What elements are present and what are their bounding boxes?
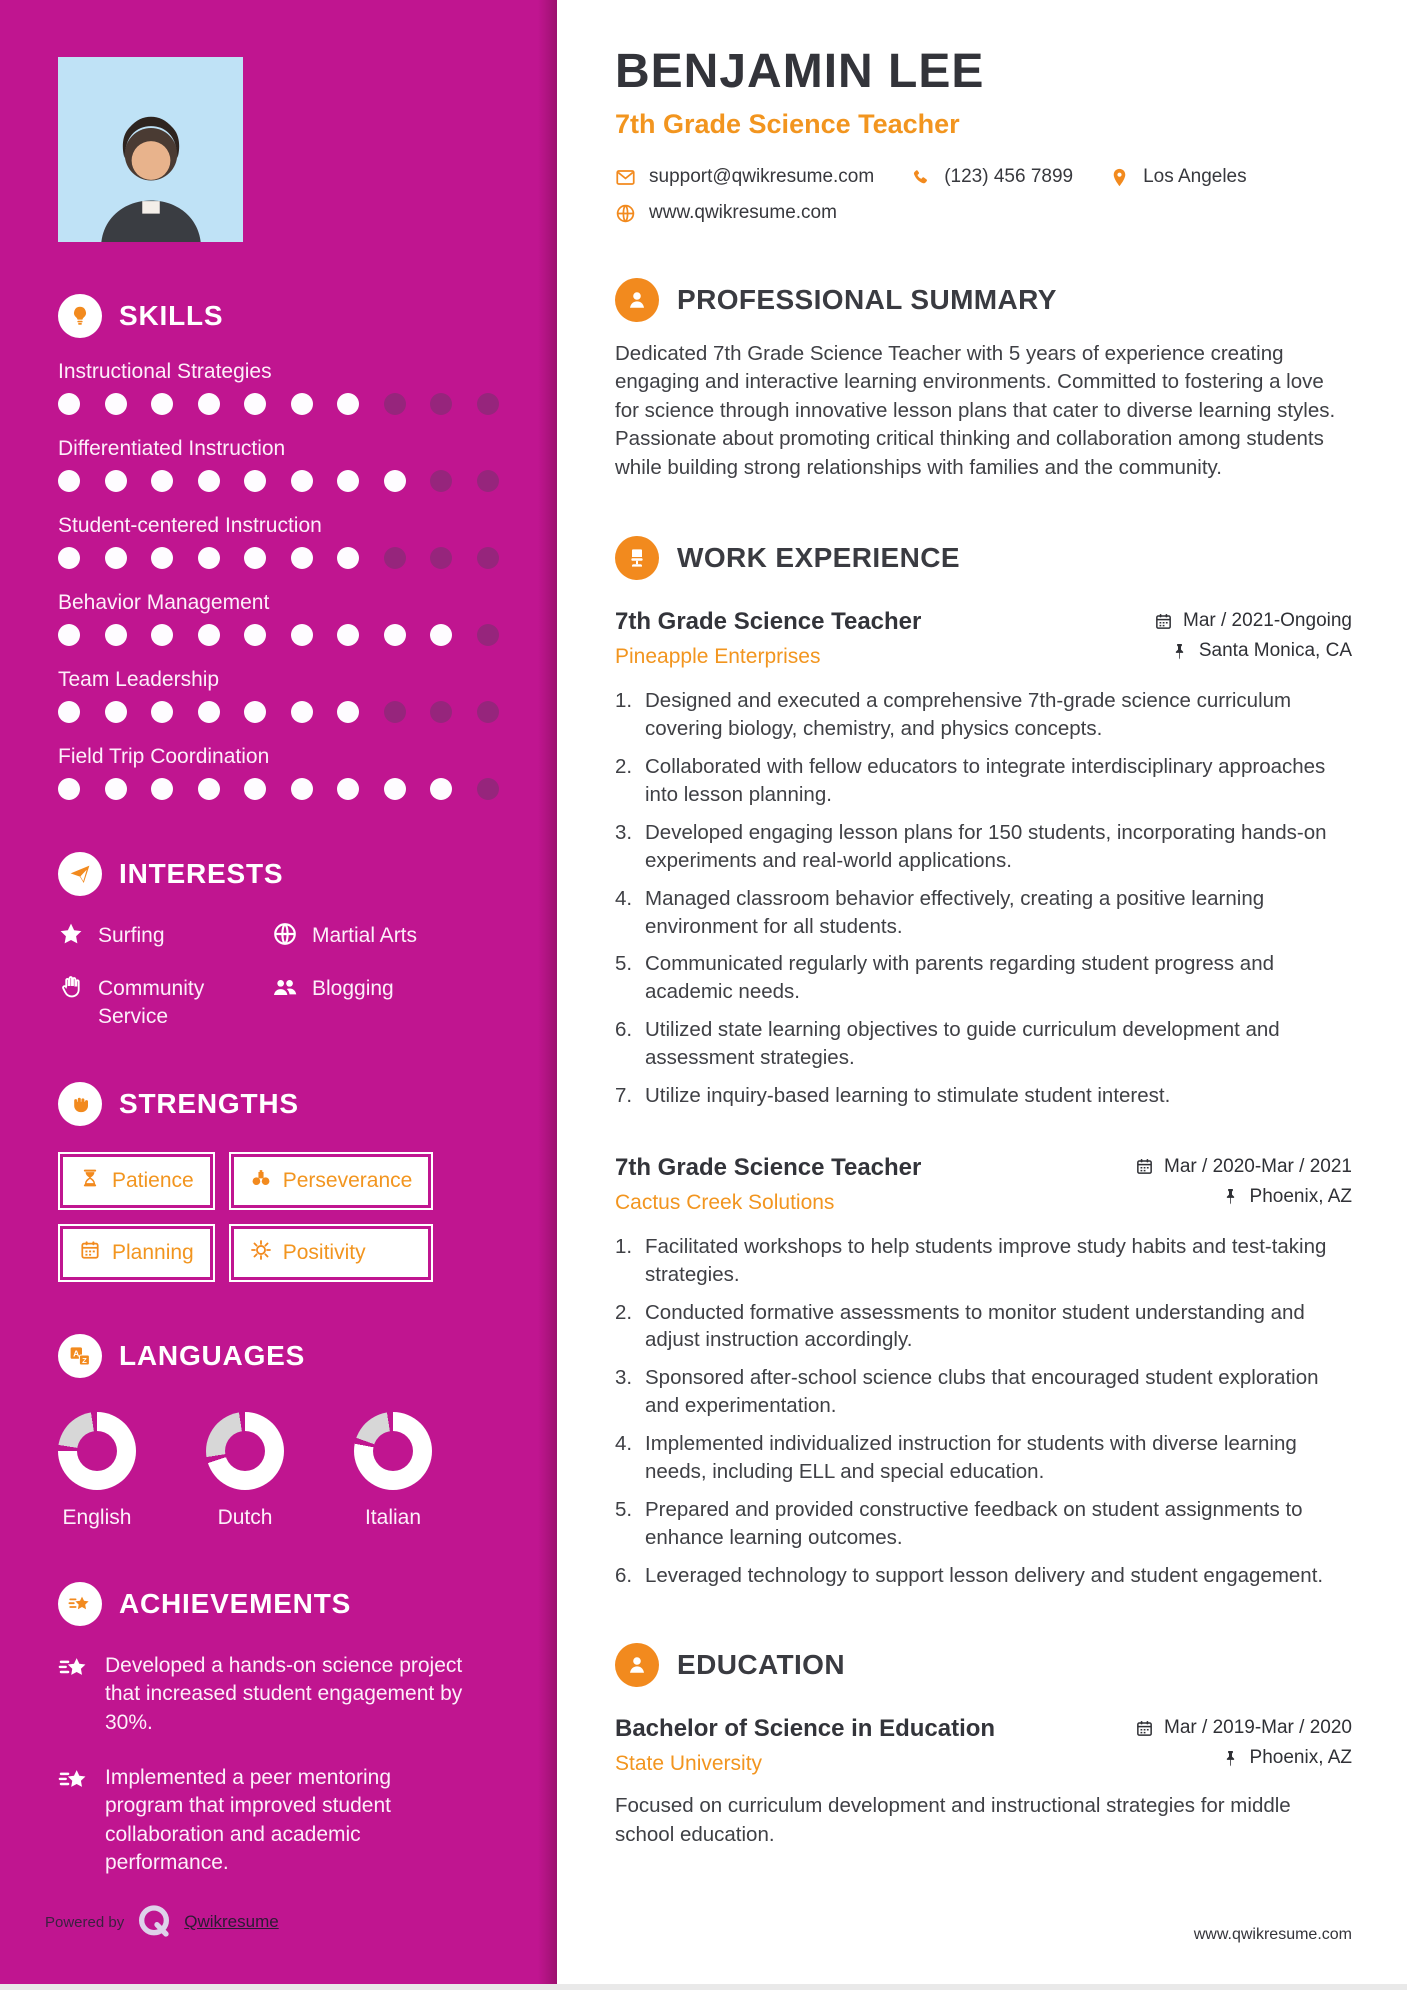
language-item bbox=[354, 1412, 432, 1530]
skill-dot bbox=[291, 778, 313, 800]
bullet-number: 6. bbox=[615, 1018, 633, 1042]
strengths-header bbox=[58, 1082, 517, 1126]
translate-icon bbox=[58, 1334, 102, 1378]
svg-text:Z: Z bbox=[82, 1355, 87, 1365]
email-value: support@qwikresume.com bbox=[649, 166, 875, 187]
job-bullet bbox=[615, 1299, 1352, 1355]
skill-dot bbox=[244, 547, 266, 569]
bullet-number: 2. bbox=[615, 755, 633, 779]
job-company: Pineapple Enterprises bbox=[615, 645, 821, 669]
job-bullet bbox=[615, 687, 1352, 743]
skill-dot bbox=[151, 547, 173, 569]
avatar bbox=[76, 98, 226, 242]
skill-dot bbox=[384, 470, 406, 492]
shooting-star-icon bbox=[58, 1652, 90, 1684]
job-bullet bbox=[615, 950, 1352, 1006]
skill-dot bbox=[384, 547, 406, 569]
skill-item bbox=[58, 591, 517, 646]
skill-dot bbox=[58, 701, 80, 723]
skills-header bbox=[58, 294, 517, 338]
job-dates bbox=[1135, 1156, 1352, 1178]
bullet-number: 1. bbox=[615, 1234, 633, 1258]
skill-dot bbox=[337, 778, 359, 800]
skill-dot bbox=[198, 470, 220, 492]
bullet-number: 3. bbox=[615, 820, 633, 844]
profile-photo bbox=[58, 57, 243, 242]
summary-header bbox=[615, 278, 1352, 322]
skill-label: Instructional Strategies bbox=[58, 360, 272, 383]
bullet-text: Prepared and provided constructive feedback on student assignments to enhance learning outcomes. bbox=[645, 1497, 1303, 1549]
interests-section bbox=[58, 852, 517, 1030]
skill-dot bbox=[151, 624, 173, 646]
summary-title: PROFESSIONAL SUMMARY bbox=[677, 284, 1057, 315]
job-bullet bbox=[615, 1562, 1352, 1590]
interest-item bbox=[272, 922, 517, 949]
skill-dot bbox=[291, 547, 313, 569]
job-location bbox=[1170, 640, 1352, 662]
bullet-number: 5. bbox=[615, 952, 633, 976]
binoculars-icon bbox=[250, 1167, 272, 1195]
skill-dot bbox=[198, 393, 220, 415]
strength-item bbox=[58, 1152, 215, 1210]
bullet-text: Collaborated with fellow educators to integrate interdisciplinary approaches into lesson planning. bbox=[645, 755, 1326, 807]
skill-dot bbox=[337, 624, 359, 646]
job-bullets bbox=[615, 687, 1352, 1109]
skill-item bbox=[58, 360, 517, 415]
skill-dots bbox=[58, 547, 517, 569]
language-donut bbox=[354, 1412, 432, 1490]
skill-dot bbox=[384, 624, 406, 646]
bullet-number: 1. bbox=[615, 689, 633, 713]
job-dates-value: Mar / 2020-Mar / 2021 bbox=[1164, 1155, 1352, 1177]
job-entry bbox=[615, 608, 1352, 1109]
job-bullets bbox=[615, 1233, 1352, 1590]
strengths-title: STRENGTHS bbox=[119, 1087, 299, 1119]
strength-label: Planning bbox=[112, 1240, 194, 1264]
skill-label: Behavior Management bbox=[58, 591, 270, 614]
achievements-title: ACHIEVEMENTS bbox=[119, 1587, 352, 1619]
skill-dot bbox=[477, 470, 499, 492]
bullet-number: 3. bbox=[615, 1366, 633, 1390]
skill-dots bbox=[58, 393, 517, 415]
skill-dot bbox=[151, 701, 173, 723]
achievements-header bbox=[58, 1582, 517, 1626]
strength-item bbox=[229, 1152, 434, 1210]
bullet-text: Communicated regularly with parents regarding student progress and academic needs. bbox=[645, 952, 1275, 1004]
skill-label: Student-centered Instruction bbox=[58, 514, 322, 537]
skills-section bbox=[58, 294, 517, 800]
experience-list bbox=[615, 608, 1352, 1589]
achievement-item bbox=[58, 1764, 517, 1878]
globe-icon bbox=[615, 203, 636, 224]
job-bullet bbox=[615, 819, 1352, 875]
bullet-text: Sponsored after-school science clubs that encouraged student exploration and experimentation. bbox=[645, 1366, 1319, 1418]
achievement-text: Developed a hands-on science project that increased student engagement by 30%. bbox=[105, 1653, 463, 1734]
experience-header bbox=[615, 536, 1352, 580]
skills-title: SKILLS bbox=[119, 300, 224, 331]
skill-dot bbox=[198, 547, 220, 569]
strengths-list bbox=[58, 1152, 517, 1282]
skill-dot bbox=[430, 393, 452, 415]
job-dates bbox=[1154, 610, 1352, 632]
strength-inner bbox=[63, 1229, 210, 1277]
strength-label: Positivity bbox=[282, 1240, 366, 1264]
strength-label: Perseverance bbox=[282, 1168, 413, 1192]
language-item bbox=[58, 1412, 136, 1530]
skill-dot bbox=[477, 547, 499, 569]
skill-dot bbox=[58, 624, 80, 646]
skill-dot bbox=[151, 470, 173, 492]
skill-dot bbox=[291, 701, 313, 723]
shooting-star-icon bbox=[58, 1764, 90, 1796]
job-bullet bbox=[615, 753, 1352, 809]
strength-inner bbox=[234, 1157, 429, 1205]
job-bullet bbox=[615, 1233, 1352, 1289]
skill-dot bbox=[244, 470, 266, 492]
shooting-star-icon bbox=[58, 1582, 102, 1626]
calendar-icon bbox=[1135, 1719, 1154, 1738]
achievements-list bbox=[58, 1652, 517, 1878]
sidebar-footer bbox=[45, 1902, 279, 1942]
skill-dot bbox=[384, 701, 406, 723]
pushpin-icon bbox=[1170, 642, 1189, 661]
contact-block bbox=[615, 166, 1352, 224]
person-icon bbox=[615, 1643, 659, 1687]
experience-title: WORK EXPERIENCE bbox=[677, 542, 960, 574]
summary-text: Dedicated 7th Grade Science Teacher with 5 years of experience creating engaging and interactive learning environments. Committed to fostering a love for science through innovative lesson plans that cater to diverse learning styles. Passionate about promoting critical thinking and collaboration among students while building strong relationships with families and the community. bbox=[615, 342, 1336, 479]
skill-dot bbox=[477, 701, 499, 723]
school-name: State University bbox=[615, 1752, 763, 1776]
job-bullet bbox=[615, 1496, 1352, 1552]
qwikresume-link[interactable]: Qwikresume bbox=[184, 1912, 279, 1931]
skill-dot bbox=[244, 393, 266, 415]
skill-item bbox=[58, 514, 517, 569]
interests-title: INTERESTS bbox=[119, 858, 284, 889]
interest-label: Martial Arts bbox=[312, 924, 418, 947]
svg-text:A: A bbox=[73, 1348, 80, 1359]
education-title: EDUCATION bbox=[677, 1649, 845, 1681]
skill-dot bbox=[151, 778, 173, 800]
phone-icon bbox=[910, 167, 931, 188]
hand-icon bbox=[58, 974, 84, 1000]
strength-inner bbox=[234, 1229, 429, 1277]
languages-header bbox=[58, 1334, 517, 1378]
pushpin-icon bbox=[1221, 1749, 1240, 1768]
skill-dot bbox=[58, 778, 80, 800]
education-description: Focused on curriculum development and instructional strategies for middle school education. bbox=[615, 1794, 1291, 1846]
powered-by-label: Powered by bbox=[45, 1913, 125, 1931]
job-meta bbox=[1154, 610, 1352, 662]
calendar-icon bbox=[1154, 612, 1173, 631]
job-dates-value: Mar / 2021-Ongoing bbox=[1183, 610, 1352, 632]
skill-dots bbox=[58, 624, 517, 646]
skill-item bbox=[58, 745, 517, 800]
job-entry bbox=[615, 1154, 1352, 1590]
education-header bbox=[615, 1643, 1352, 1687]
skill-dot bbox=[105, 624, 127, 646]
bullet-number: 6. bbox=[615, 1563, 633, 1587]
contact-website[interactable] bbox=[615, 202, 837, 224]
candidate-title: 7th Grade Science Teacher bbox=[615, 109, 960, 139]
job-role: 7th Grade Science Teacher bbox=[615, 1153, 922, 1181]
map-pin-icon bbox=[1109, 167, 1130, 188]
bullet-text: Implemented individualized instruction for students with diverse learning needs, including ELL and special education. bbox=[645, 1432, 1297, 1483]
skill-dot bbox=[58, 470, 80, 492]
job-bullet bbox=[615, 1430, 1352, 1486]
bullet-text: Utilize inquiry-based learning to stimulate student interest. bbox=[645, 1083, 1171, 1107]
bullet-text: Managed classroom behavior effectively, creating a positive learning environment for all students. bbox=[645, 886, 1265, 938]
skill-dot bbox=[430, 624, 452, 646]
languages-section bbox=[58, 1334, 517, 1530]
skill-dot bbox=[58, 547, 80, 569]
skill-dot bbox=[198, 778, 220, 800]
contact-location bbox=[1109, 166, 1247, 188]
contact-row-1 bbox=[615, 166, 1352, 188]
skill-dot bbox=[430, 547, 452, 569]
bullet-text: Utilized state learning objectives to guide curriculum development and assessment strategies. bbox=[645, 1018, 1280, 1070]
skill-dot bbox=[337, 701, 359, 723]
sun-icon bbox=[250, 1239, 272, 1267]
skill-dot bbox=[477, 624, 499, 646]
location-value: Los Angeles bbox=[1143, 166, 1247, 187]
job-bullet bbox=[615, 1016, 1352, 1072]
skill-dot bbox=[198, 701, 220, 723]
job-location bbox=[1221, 1186, 1352, 1208]
interest-item bbox=[58, 922, 272, 949]
achievement-text: Implemented a peer mentoring program that improved student collaboration and academic performance. bbox=[105, 1765, 391, 1875]
language-donut bbox=[206, 1412, 284, 1490]
languages-title: LANGUAGES bbox=[119, 1339, 306, 1371]
education-location bbox=[1221, 1747, 1352, 1769]
skill-dot bbox=[198, 624, 220, 646]
language-item bbox=[206, 1412, 284, 1530]
calendar-icon bbox=[1135, 1157, 1154, 1176]
skill-dots bbox=[58, 778, 517, 800]
language-label: English bbox=[62, 1505, 132, 1529]
achievements-section bbox=[58, 1582, 517, 1878]
strengths-section bbox=[58, 1082, 517, 1282]
skill-dot bbox=[105, 470, 127, 492]
skill-dot bbox=[477, 393, 499, 415]
envelope-icon bbox=[615, 167, 636, 188]
job-bullet bbox=[615, 1082, 1352, 1110]
bullet-number: 4. bbox=[615, 1432, 633, 1456]
job-meta bbox=[1135, 1156, 1352, 1208]
job-location-value: Santa Monica, CA bbox=[1198, 640, 1352, 662]
skill-dot bbox=[105, 778, 127, 800]
strength-label: Patience bbox=[112, 1168, 194, 1192]
skill-dot bbox=[105, 701, 127, 723]
skill-label: Team Leadership bbox=[58, 668, 220, 691]
contact-row-2 bbox=[615, 202, 1352, 224]
bullet-text: Conducted formative assessments to monitor student understanding and adjust instruction accordingly. bbox=[645, 1300, 1305, 1352]
contact-phone[interactable] bbox=[910, 166, 1073, 188]
bullet-number: 4. bbox=[615, 886, 633, 910]
strength-item bbox=[58, 1224, 215, 1282]
skill-dots bbox=[58, 470, 517, 492]
skill-dot bbox=[291, 393, 313, 415]
pushpin-icon bbox=[1221, 1187, 1240, 1206]
interest-label: Surfing bbox=[98, 924, 165, 947]
interest-label: Community Service bbox=[98, 977, 205, 1028]
language-donut bbox=[58, 1412, 136, 1490]
skill-dot bbox=[337, 547, 359, 569]
bullet-text: Facilitated workshops to help students improve study habits and test-taking strategies. bbox=[645, 1234, 1327, 1286]
skill-dot bbox=[244, 624, 266, 646]
job-role: 7th Grade Science Teacher bbox=[615, 608, 922, 636]
bullet-text: Developed engaging lesson plans for 150 students, incorporating hands-on experiments and real-world applications. bbox=[645, 820, 1327, 872]
interest-item bbox=[58, 975, 272, 1030]
office-chair-icon bbox=[615, 536, 659, 580]
globe-icon bbox=[272, 921, 298, 947]
bullet-text: Leveraged technology to support lesson delivery and student engagement. bbox=[645, 1563, 1324, 1587]
website-value: www.qwikresume.com bbox=[649, 202, 837, 223]
qwikresume-logo-icon bbox=[134, 1902, 174, 1942]
education-entry bbox=[615, 1715, 1352, 1849]
degree-name: Bachelor of Science in Education bbox=[615, 1715, 996, 1743]
skill-dot bbox=[105, 393, 127, 415]
education-dates bbox=[1135, 1717, 1352, 1739]
skill-dot bbox=[430, 470, 452, 492]
candidate-name: BENJAMIN LEE bbox=[615, 45, 985, 98]
skill-dot bbox=[58, 393, 80, 415]
lightbulb-icon bbox=[58, 294, 102, 338]
job-header-left bbox=[615, 1154, 921, 1215]
main-column bbox=[557, 0, 1407, 1984]
skill-label: Field Trip Coordination bbox=[58, 745, 270, 768]
person-icon bbox=[615, 278, 659, 322]
strength-item bbox=[229, 1224, 434, 1282]
skill-dot bbox=[105, 547, 127, 569]
skill-dot bbox=[430, 778, 452, 800]
skills-list bbox=[58, 360, 517, 800]
skill-dot bbox=[430, 701, 452, 723]
fist-icon bbox=[58, 1082, 102, 1126]
interests-list bbox=[58, 922, 517, 1030]
bullet-number: 2. bbox=[615, 1300, 633, 1324]
skill-dot bbox=[337, 470, 359, 492]
skill-item bbox=[58, 437, 517, 492]
job-header bbox=[615, 1154, 1352, 1215]
skill-dots bbox=[58, 701, 517, 723]
skill-dot bbox=[384, 778, 406, 800]
job-header bbox=[615, 608, 1352, 669]
strength-inner bbox=[63, 1157, 210, 1205]
bullet-text: Designed and executed a comprehensive 7th-grade science curriculum covering biology, chemistry, and physics concepts. bbox=[645, 689, 1292, 741]
skill-label: Differentiated Instruction bbox=[58, 437, 286, 460]
skill-item bbox=[58, 668, 517, 723]
job-bullet bbox=[615, 885, 1352, 941]
phone-value: (123) 456 7899 bbox=[944, 166, 1074, 187]
language-label: Dutch bbox=[217, 1505, 273, 1529]
interests-header bbox=[58, 852, 517, 896]
hourglass-icon bbox=[79, 1167, 101, 1195]
skill-dot bbox=[291, 624, 313, 646]
languages-list bbox=[58, 1412, 517, 1530]
education-location-value: Phoenix, AZ bbox=[1249, 1747, 1352, 1769]
people-icon bbox=[272, 974, 298, 1000]
footer-website-link[interactable]: www.qwikresume.com bbox=[1193, 1926, 1352, 1943]
skill-dot bbox=[337, 393, 359, 415]
paper-plane-icon bbox=[58, 852, 102, 896]
job-header-left bbox=[615, 608, 921, 669]
achievement-item bbox=[58, 1652, 517, 1738]
star-icon bbox=[58, 921, 84, 947]
skill-dot bbox=[151, 393, 173, 415]
calendar-icon bbox=[79, 1239, 101, 1267]
education-dates-value: Mar / 2019-Mar / 2020 bbox=[1164, 1717, 1352, 1739]
bullet-number: 7. bbox=[615, 1083, 633, 1107]
job-location-value: Phoenix, AZ bbox=[1249, 1185, 1352, 1207]
skill-dot bbox=[244, 778, 266, 800]
contact-email[interactable] bbox=[615, 166, 874, 188]
sidebar bbox=[0, 0, 557, 1984]
skill-dot bbox=[291, 470, 313, 492]
skill-dot bbox=[477, 778, 499, 800]
skill-dot bbox=[244, 701, 266, 723]
job-company: Cactus Creek Solutions bbox=[615, 1190, 835, 1214]
skill-dot bbox=[384, 393, 406, 415]
language-label: Italian bbox=[364, 1505, 422, 1529]
interest-label: Blogging bbox=[312, 977, 394, 1001]
interest-item bbox=[272, 975, 517, 1030]
job-bullet bbox=[615, 1364, 1352, 1420]
bullet-number: 5. bbox=[615, 1497, 633, 1521]
